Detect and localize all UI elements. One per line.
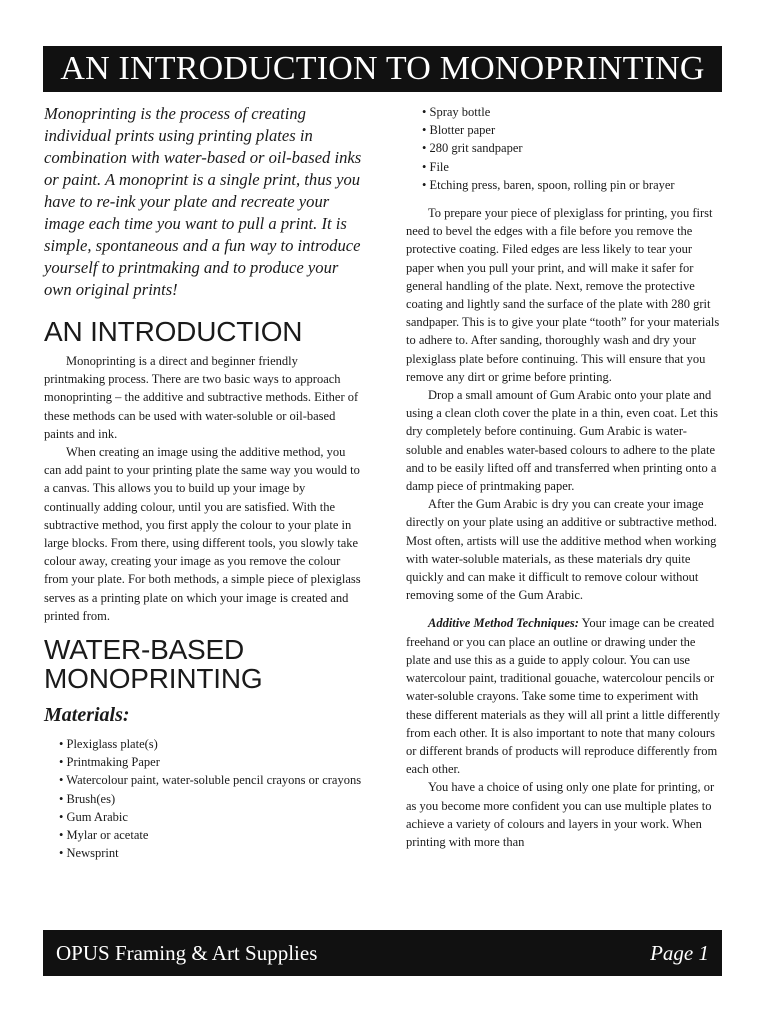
intro-paragraph: Monoprinting is the process of creating individual prints using printing plates in combination with water-based or oil-based inks or paint. A monoprint is a single print, thus you have to re-ink your plate and recreate your image each time you want to pull a print. It is simple, spontaneous and a fun way to introduce yourself to printmaking and to produce your own original prints! [44,104,362,299]
spacer [406,194,722,204]
additive-method-lead: Additive Method Techniques: [428,616,579,631]
left-column [44,103,362,862]
create-image-paragraph: After the Gum Arabic is dry you can create your image directly on your plate using an additive or subtractive method. Most often, artists will use the additive method when working with water-soluble materials, as these materials dry quite quickly and can make it difficult to remove colour without removing some of the Gum Arabic. [406,497,718,603]
list-item: • Newsprint [59,846,119,861]
footer-company: OPUS Framing & Art Supplies [56,940,318,965]
materials-heading: Materials: [44,704,130,727]
list-item: • File [422,159,449,174]
page-title-bar [43,46,722,92]
additive-method-text: Your image can be created freehand or you can place an outline or drawing under the plate and use this as a guide to apply colour. You can use watercolour paint, traditional gouache, watercolour pencils or water-soluble crayons. Take some time to experiment with these different materials as they will all print a little differently from each other. It is also important to note that many colours or different brands of products will reproduce differently from each other. [406,616,721,777]
section-heading-line2: MONOPRINTING [44,663,263,695]
list-item: • Spray bottle [422,105,491,119]
section-heading-introduction: AN INTRODUCTION [44,316,303,347]
methods-body-paragraph: When creating an image using the additive method, you can add paint to your printing plate the same way you would to a canvas. This allows you to build up your image by continually adding colour, until you are satisfied. With the subtractive method, you first apply the colour to your plate in large blocks. From there, using different tools, you slowly take colour away, creating your image as you remove the colour from your plate. For both methods, a simple piece of plexiglass serves as a printing plate on which your image is created and printed from. [44,445,361,623]
list-item: • Mylar or acetate [59,828,149,843]
list-item: • 280 grit sandpaper [422,141,523,156]
materials-list [44,735,362,862]
additive-method-paragraph [406,614,722,778]
list-item: • Watercolour paint, water-soluble pencil crayons or crayons [59,773,362,788]
list-item: • Gum Arabic [59,809,128,824]
section-heading-line1: WATER-BASED [44,634,245,666]
list-item: • Plexiglass plate(s) [59,737,158,752]
page-number: Page 1 [650,940,709,965]
prepare-plate-paragraph: To prepare your piece of plexiglass for printing, you first need to bevel the edges with a file before you remove the protective coating. Filed edges are less likely to tear your paper when you pull your print, and will make it safer for general handling of the plate. Next, remove the protective coating and lightly sand the surface of the plate with 280 grit sandpaper. This is to give your plate “tooth” for your materials to adhere to. After sanding, thoroughly wash and dry your plexiglass plate before continuing. This will ensure that you remove any dirt or grime before printing. [406,206,720,384]
section-heading-water-based [44,635,362,693]
page-footer [43,930,722,976]
right-column [406,103,722,851]
gum-arabic-paragraph: Drop a small amount of Gum Arabic onto your plate and using a clean cloth cover the plate in a thin, even coat. Let this dry completely before continuing. Gum Arabic is water-soluble and enables water-based colours to adhere to the plate and to be easily lifted off and transferred when printing onto a damp piece of printmaking paper. [406,388,719,494]
plates-choice-paragraph: You have a choice of using only one plate for printing, or as you become more confident you can use multiple plates to achieve a variety of colours and layers in your work. When printing with more than [406,780,715,849]
intro-body-paragraph: Monoprinting is a direct and beginner friendly printmaking process. There are two basic ways to approach monoprinting – the additive and subtractive methods. Either of these methods can be used with water-soluble or oil-based paints and ink. [44,354,359,441]
list-item: • Blotter paper [422,123,496,138]
list-item: • Printmaking Paper [59,755,160,770]
spacer [406,604,722,614]
materials-list-continued [406,103,722,194]
page-title: AN INTRODUCTION TO MONOPRINTING [60,50,705,87]
list-item: • Brush(es) [59,791,116,806]
list-item: • Etching press, baren, spoon, rolling pin or brayer [422,177,675,192]
